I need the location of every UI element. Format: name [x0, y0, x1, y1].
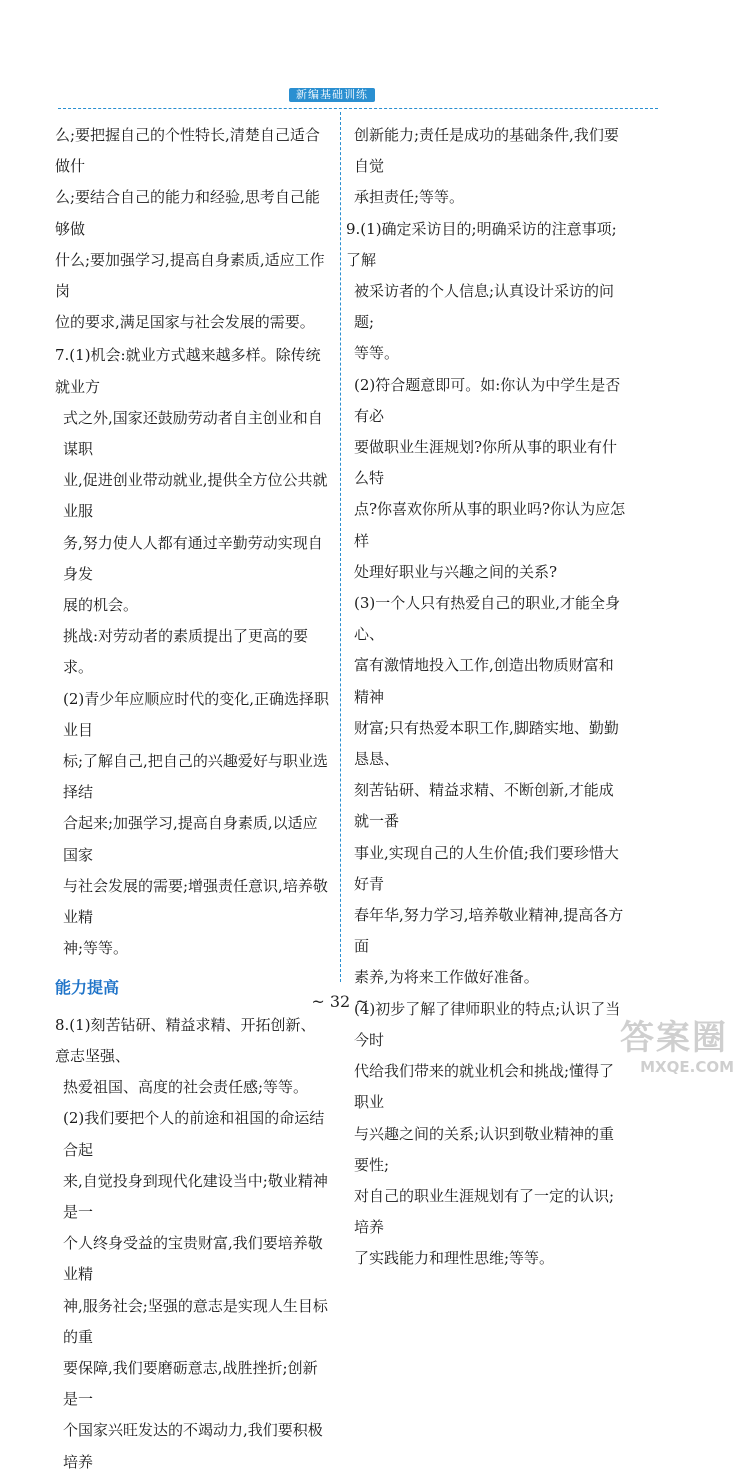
text-line: 创新能力;责任是成功的基础条件,我们要自觉: [354, 126, 619, 176]
text-line: 代给我们带来的就业机会和挑战;懂得了职业: [354, 1062, 615, 1112]
text-line: 8.(1)刻苦钻研、精益求精、开拓创新、意志坚强、: [55, 1015, 316, 1065]
watermark-url: MXQE.COM: [640, 1058, 734, 1076]
text-line: 承担责任;等等。: [354, 188, 465, 207]
text-line: 神;等等。: [63, 939, 129, 958]
page-number: ~ 32 ~: [311, 992, 369, 1011]
running-header: [0, 84, 750, 106]
text-line: 处理好职业与兴趣之间的关系?: [354, 562, 558, 581]
text-line: 刻苦钻研、精益求精、不断创新,才能成就一番: [354, 781, 614, 831]
watermark-logo: 答案圈: [620, 1018, 728, 1058]
text-line: 么;要结合自己的能力和经验,思考自己能够做: [55, 188, 320, 238]
text-line: 合起来;加强学习,提高自身素质,以适应国家: [63, 814, 318, 864]
text-line: 7.(1)机会:就业方式越来越多样。除传统就业方: [55, 346, 321, 396]
text-line: 务,努力使人人都有通过辛勤劳动实现自身发: [63, 533, 323, 583]
text-line: 业,促进创业带动就业,提供全方位公共就业服: [63, 471, 328, 521]
text-line: 什么;要加强学习,提高自身素质,适应工作岗: [55, 250, 325, 301]
watermark: [620, 1018, 740, 1086]
text-line: 对自己的职业生涯规划有了一定的认识;培养: [354, 1186, 615, 1237]
text-line: 与兴趣之间的关系;认识到敬业精神的重要性;: [354, 1124, 615, 1174]
text-line: 富有激情地投入工作,创造出物质财富和精神: [354, 656, 614, 706]
text-line: 神,服务社会;坚强的意志是实现人生目标的重: [63, 1296, 328, 1346]
text-line: 个国家兴旺发达的不竭动力,我们要积极培养: [63, 1421, 323, 1471]
left-column: [55, 120, 330, 1478]
text-line: 要做职业生涯规划?你所从事的职业有什么特: [354, 438, 618, 488]
header-title: 新编基础训练: [289, 88, 375, 102]
text-line: 事业,实现自己的人生价值;我们要珍惜大好青: [354, 843, 619, 893]
text-line: 来,自觉投身到现代化建设当中;敬业精神是一: [63, 1171, 328, 1221]
text-line: 了实践能力和理性思维;等等。: [354, 1249, 555, 1268]
text-line: 挑战:对劳动者的素质提出了更高的要求。: [63, 627, 309, 677]
text-line: 标;了解自己,把自己的兴趣爱好与职业选择结: [63, 752, 328, 802]
text-line: 展的机会。: [63, 596, 139, 615]
text-line: (4)初步了解了律师职业的特点;认识了当今时: [354, 999, 621, 1049]
text-line: 式之外,国家还鼓励劳动者自主创业和自谋职: [63, 408, 323, 459]
text-line: 与社会发展的需要;增强责任意识,培养敬业精: [63, 876, 328, 927]
text-line: 被采访者的个人信息;认真设计采访的问题;: [354, 282, 615, 332]
header-rule: [58, 108, 658, 109]
text-line: (2)符合题意即可。如:你认为中学生是否有必: [354, 375, 621, 425]
text-line: 点?你喜欢你所从事的职业吗?你认为应怎样: [354, 500, 626, 550]
text-line: 春年华,努力学习,培养敬业精神,提高各方面: [354, 906, 624, 956]
text-line: 要保障,我们要磨砺意志,战胜挫折;创新是一: [63, 1358, 318, 1409]
text-line: 素养,为将来工作做好准备。: [354, 968, 539, 987]
text-line: (2)我们要把个人的前途和祖国的命运结合起: [63, 1109, 325, 1159]
text-line: (3)一个人只有热爱自己的职业,才能全身心、: [354, 594, 621, 644]
text-line: 等等。: [354, 344, 400, 363]
column-divider: [340, 112, 341, 982]
text-line: 么;要把握自己的个性特长,清楚自己适合做什: [55, 126, 320, 176]
text-line: 位的要求,满足国家与社会发展的需要。: [55, 313, 315, 332]
text-line: 财富;只有热爱本职工作,脚踏实地、勤勤恳恳、: [354, 718, 619, 769]
text-line: 个人终身受益的宝贵财富,我们要培养敬业精: [63, 1234, 323, 1284]
text-line: (2)青少年应顺应时代的变化,正确选择职业目: [63, 689, 330, 739]
text-line: 9.(1)确定采访目的;明确采访的注意事项;了解: [346, 219, 617, 269]
text-line: 热爱祖国、高度的社会责任感;等等。: [63, 1078, 309, 1097]
right-column: [346, 120, 626, 1275]
section-heading: 能力提高: [55, 978, 120, 998]
